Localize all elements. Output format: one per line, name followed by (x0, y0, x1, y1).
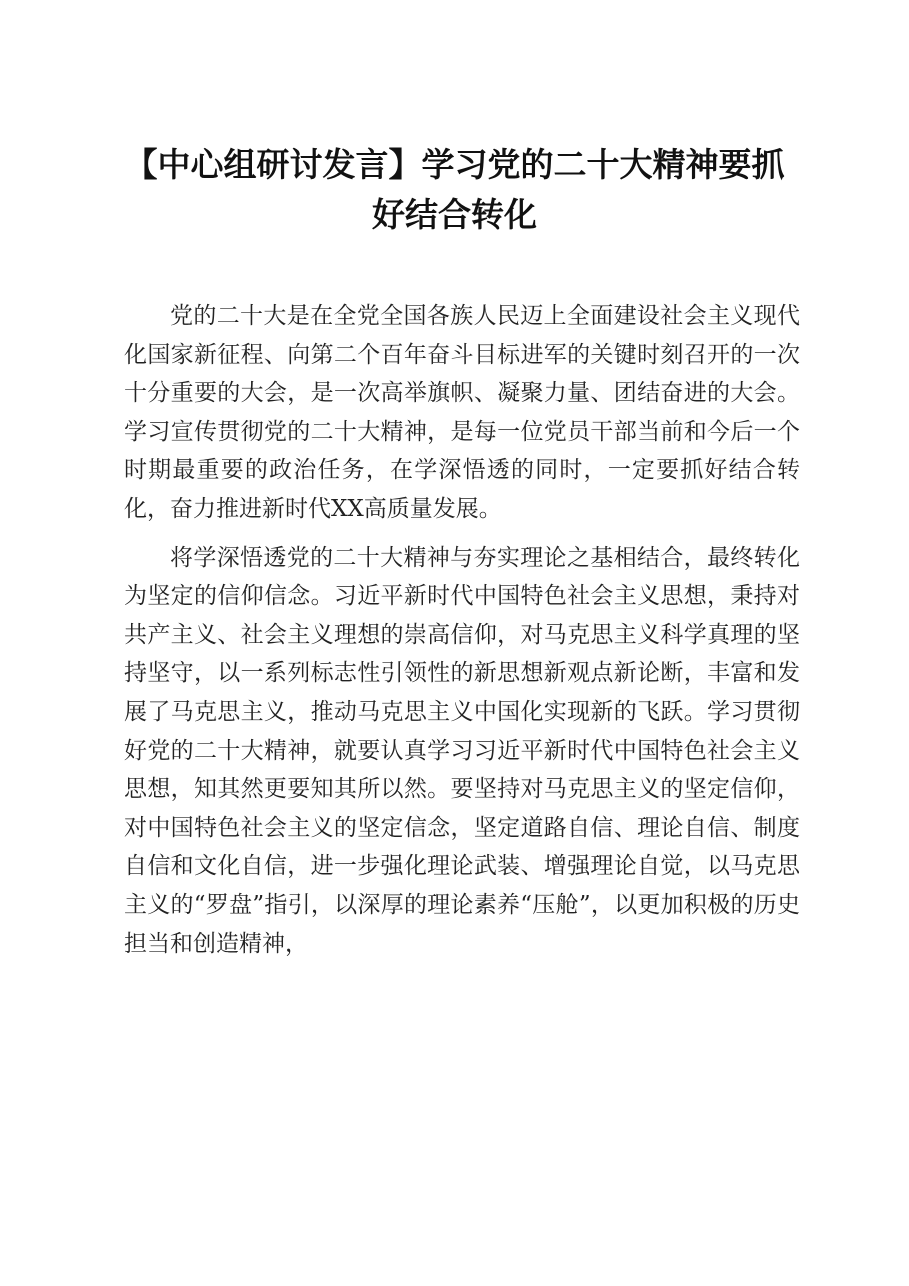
document-title (100, 140, 809, 240)
document-body (124, 297, 800, 963)
paragraph-2: 将学深悟透党的二十大精神与夯实理论之基相结合，最终转化为坚定的信仰信念。习近平新时代中国特色社会主义思想，秉持对共产主义、社会主义理想的崇高信仰，对马克思主义科学真理的坚持坚守，以一系列标志性引领性的新思想新观点新论断，丰富和发展了马克思主义，推动马克思主义中国化实现新的飞跃。学习贯彻好党的二十大精神，就要认真学习习近平新时代中国特色社会主义思想，知其然更要知其所以然。要坚持对马克思主义的坚定信仰，对中国特色社会主义的坚定信念，坚定道路自信、理论自信、制度自信和文化自信，进一步强化理论武装、增强理论自觉，以马克思主义的“罗盘”指引，以深厚的理论素养“压舱”，以更加积极的历史担当和创造精神， (124, 544, 800, 957)
document-title-line-1: 【中心组研讨发言】学习党的二十大精神要抓 (124, 145, 785, 184)
document-title-line-2: 好结合转化 (372, 195, 537, 234)
paragraph-1: 党的二十大是在全党全国各族人民迈上全面建设社会主义现代化国家新征程、向第二个百年奋斗目标进军的关键时刻召开的一次十分重要的大会，是一次高举旗帜、凝聚力量、团结奋进的大会。学习宣传贯彻党的二十大精神，是每一位党员干部当前和今后一个时期最重要的政治任务，在学深悟透的同时，一定要抓好结合转化，奋力推进新时代XX高质量发展。 (124, 303, 800, 522)
